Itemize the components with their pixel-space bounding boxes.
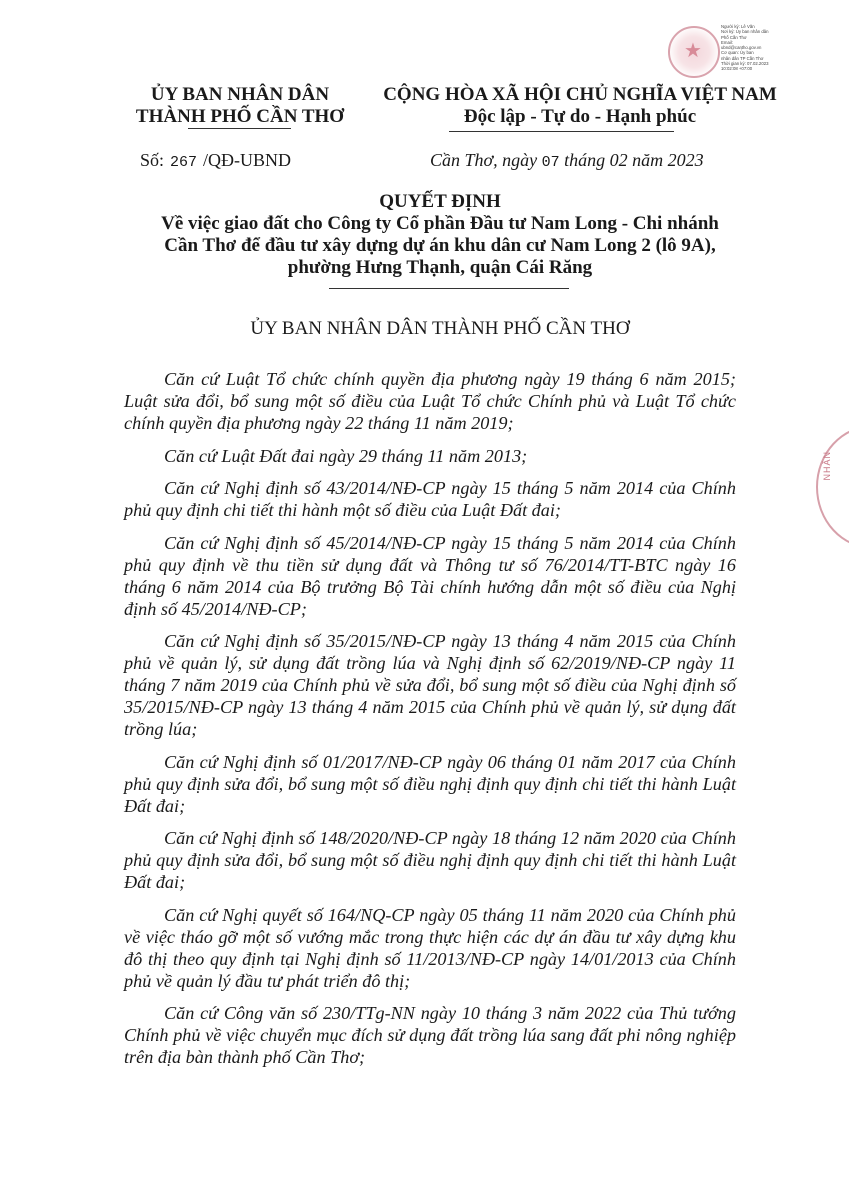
legal-basis-paragraph: Căn cứ Nghị định số 35/2015/NĐ-CP ngày 13 tháng 4 năm 2015 của Chính phủ về quản lý, sử dụng đất trồng lúa và Nghị định số 62/2019/NĐ-CP ngày 11 tháng 7 năm 2019 của Chính phủ về sửa đổi, bổ sung một số điều của Nghị định số 35/2015/NĐ-CP ngày 13 tháng 4 năm 2015 của Chính phủ về quản lý, sử dụng đất trồng lúa;: [124, 631, 736, 739]
motto: Độc lập - Tự do - Hạnh phúc: [463, 106, 697, 127]
date-day: 07: [541, 154, 560, 171]
sig-line: 10:02:08 +07:00: [721, 66, 753, 72]
date-prefix: Cần Thơ, ngày: [430, 150, 538, 170]
authority-line-2: THÀNH PHỐ CẦN THƠ: [135, 106, 345, 127]
divider: [329, 288, 569, 289]
sig-line: ubnd@cantho.gov.vn: [721, 45, 762, 51]
sig-line: Thời gian ký: 07.02.2023: [721, 61, 769, 67]
legal-basis-paragraph: Căn cứ Nghị định số 43/2014/NĐ-CP ngày 15 tháng 5 năm 2014 của Chính phủ quy định chi tiết thi hành một số điều của Luật Đất đai;: [124, 478, 736, 520]
document-body: [124, 368, 736, 1079]
title-heading: QUYẾT ĐỊNH: [379, 191, 501, 212]
sig-line: Người ký: Lê Văn: [721, 24, 755, 29]
national-motto: [370, 84, 790, 128]
red-seal-partial: [816, 425, 849, 549]
title-line: phường Hưng Thạnh, quận Cái Răng: [287, 257, 593, 278]
legal-basis-paragraph: Căn cứ Công văn số 230/TTg-NN ngày 10 tháng 3 năm 2022 của Thủ tướng Chính phủ về việc chuyển mục đích sử dụng đất trồng lúa sang đất phi nông nghiệp trên địa bàn thành phố Cần Thơ;: [124, 1003, 736, 1067]
number-prefix: Số:: [140, 150, 165, 170]
title-line: Cần Thơ để đầu tư xây dựng dự án khu dân cư Nam Long 2 (lô 9A),: [164, 235, 716, 256]
issuing-authority: [120, 84, 360, 128]
document-title: [120, 191, 760, 279]
authority-line-1: ỦY BAN NHÂN DÂN: [150, 84, 330, 105]
divider: [449, 131, 674, 132]
title-line: Về việc giao đất cho Công ty Cổ phần Đầu tư Nam Long - Chi nhánh: [161, 213, 719, 234]
sig-line: Cơ quan: Ủy ban: [721, 50, 754, 56]
sig-line: Email:: [721, 39, 733, 45]
legal-basis-paragraph: Căn cứ Nghị định số 01/2017/NĐ-CP ngày 06 tháng 01 năm 2017 của Chính phủ quy định sửa đổi, bổ sung một số điều nghị định quy định chi tiết thi hành Luật Đất đai;: [124, 751, 736, 816]
emblem-icon: ★: [684, 40, 702, 62]
country-name: CỘNG HÒA XÃ HỘI CHỦ NGHĨA VIỆT NAM: [383, 84, 777, 105]
date-suffix: tháng 02 năm 2023: [564, 150, 704, 170]
seal-text: NHÂN: [822, 451, 832, 481]
sig-line: Phố Cần Thơ: [721, 34, 747, 40]
legal-basis-paragraph: Căn cứ Luật Tổ chức chính quyền địa phương ngày 19 tháng 6 năm 2015; Luật sửa đổi, bổ sung một số điều của Luật Tổ chức Chính phủ và Luật Tổ chức chính quyền địa phương ngày 22 tháng 11 năm 2019;: [124, 369, 736, 433]
legal-basis-paragraph: Căn cứ Nghị định số 45/2014/NĐ-CP ngày 15 tháng 5 năm 2014 của Chính phủ quy định về thu tiền sử dụng đất và Thông tư số 76/2014/TT-BTC ngày 16 tháng 6 năm 2014 của Bộ trưởng Bộ Tài chính hướng dẫn một số điều của Nghị định số 45/2014/NĐ-CP;: [124, 532, 736, 619]
number-suffix: /QĐ-UBND: [203, 150, 292, 170]
legal-basis-paragraph: Căn cứ Luật Đất đai ngày 29 tháng 11 năm 2013;: [164, 445, 528, 466]
sig-line: Nơi ký: Ủy ban nhân dân: [721, 29, 769, 35]
legal-basis-paragraph: Căn cứ Nghị quyết số 164/NQ-CP ngày 05 tháng 11 năm 2020 của Chính phủ về việc tháo gỡ một số vướng mắc trong thực hiện các dự án đầu tư xây dựng khu đô thị theo quy định tại Nghị định số 11/2013/NĐ-CP ngày 14/01/2013 của Chính phủ về quản lý đầu tư phát triển đô thị;: [124, 904, 736, 991]
legal-basis-paragraph: Căn cứ Nghị định số 148/2020/NĐ-CP ngày 18 tháng 12 năm 2020 của Chính phủ quy định sửa đổi, bổ sung một số điều nghị định quy định chi tiết thi hành Luật Đất đai;: [124, 828, 736, 892]
sig-line: nhân dân TP Cần Thơ: [721, 55, 764, 61]
number-value: 267: [170, 154, 198, 171]
digital-signature-stamp: [668, 26, 720, 78]
document-date: [430, 150, 704, 171]
document-number: [140, 150, 291, 171]
authority-heading: ỦY BAN NHÂN DÂN THÀNH PHỐ CẦN THƠ: [250, 318, 630, 339]
signature-info: [721, 24, 791, 72]
divider: [188, 128, 291, 129]
